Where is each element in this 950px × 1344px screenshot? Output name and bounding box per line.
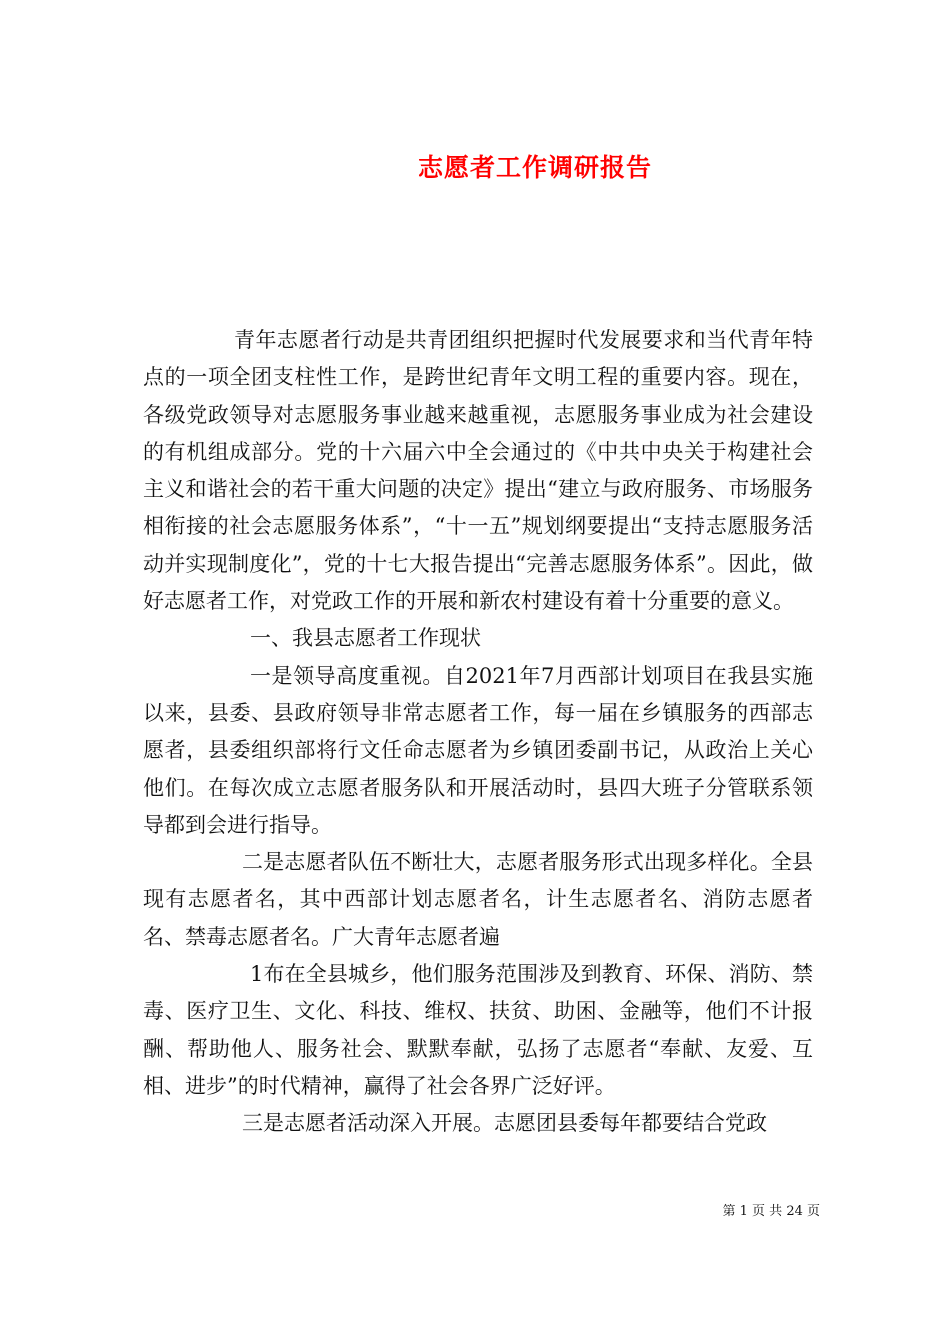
page-title: 志愿者工作调研报告 — [417, 152, 652, 182]
document-body — [143, 322, 813, 1143]
section-heading: 一、我县志愿者工作现状 — [250, 626, 481, 651]
page-number-footer: 第 1 页 共 24 页 — [722, 1204, 820, 1219]
paragraph-activities: 三是志愿者活动深入开展。志愿团县委每年都要结合党政 — [242, 1111, 767, 1136]
paragraph-leadership: 一是领导高度重视。自2021年7月西部计划项目在我县实施以来，县委、县政府领导非常志愿者工作，每一届在乡镇服务的西部志愿者，县委组织部将行文任命志愿者为乡镇团委副书记，从政治上关心他们。在每次成立志愿者服务队和开展活动时，县四大班子分管联系领导都到会进行指导。 — [143, 663, 813, 837]
paragraph-intro: 青年志愿者行动是共青团组织把握时代发展要求和当代青年特点的一项全团支柱性工作，是跨世纪青年文明工程的重要内容。现在，各级党政领导对志愿服务事业越来越重视，志愿服务事业成为社会建设的有机组成部分。党的十六届六中全会通过的《中共中央关于构建社会主义和谐社会的若干重大问题的决定》提出“建立与政府服务、市场服务相衔接的社会志愿服务体系”，“十一五”规划纲要提出“支持志愿服务活动并实现制度化”，党的十七大报告提出“完善志愿服务体系”。因此，做好志愿者工作，对党政工作的开展和新农村建设有着十分重要的意义。 — [143, 328, 813, 614]
paragraph-team-growth: 二是志愿者队伍不断壮大，志愿者服务形式出现多样化。全县现有志愿者名，其中西部计划志愿者名，计生志愿者名、消防志愿者名、禁毒志愿者名。广大青年志愿者遍 — [143, 850, 813, 949]
paragraph-service-scope: 1布在全县城乡，他们服务范围涉及到教育、环保、消防、禁毒、医疗卫生、文化、科技、维权、扶贫、助困、金融等，他们不计报酬、帮助他人、服务社会、默默奉献，弘扬了志愿者“奉献、友爱、互相、进步”的时代精神，赢得了社会各界广泛好评。 — [143, 962, 813, 1098]
